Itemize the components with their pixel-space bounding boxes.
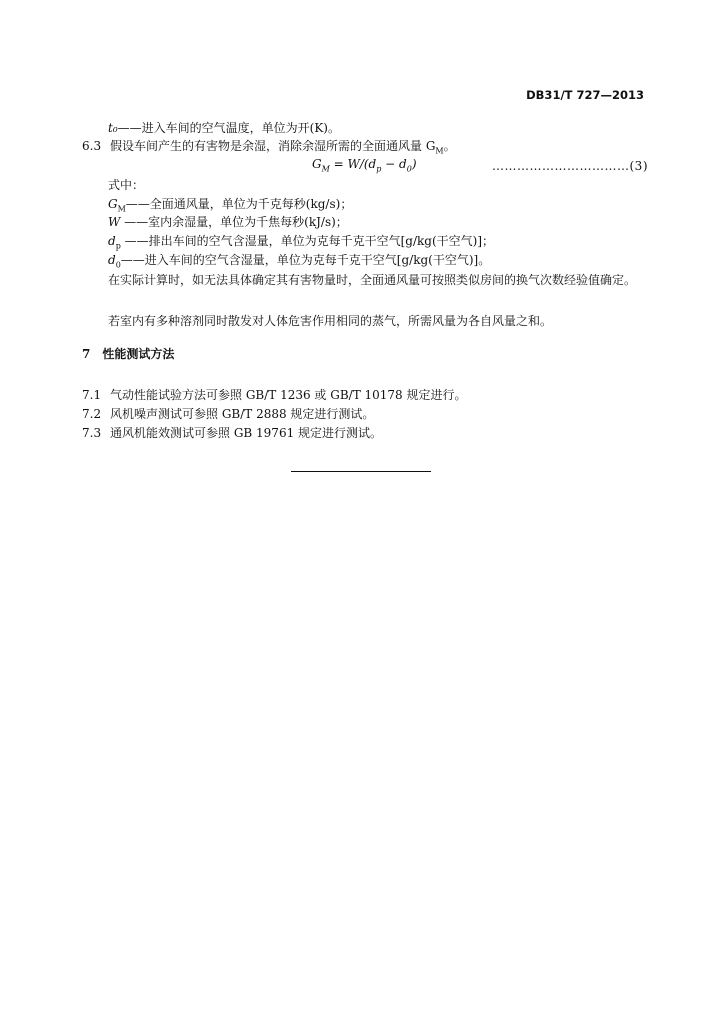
clause-7-3-number: 7.3 [82,426,102,440]
def-gm [108,197,352,216]
def-d0 [108,253,490,272]
def-d0-symbol: d [108,253,116,267]
section-7-heading: 7 性能测试方法 [82,347,175,361]
where-label: 式中： [108,178,145,192]
clause-7-1-text: 气动性能试验方法可参照 GB/T 1236 或 GB/T 10178 规定进行。 [110,388,467,402]
clause-6-3-body: 假设车间产生的有害物是余湿，消除余湿所需的全面通风量 G [110,139,436,153]
def-dp-symbol: d [108,234,116,248]
clause-7-3-text: 通风机能效测试可参照 GB 19761 规定进行测试。 [110,426,383,440]
def-dp-text: ——排出车间的空气含湿量，单位为克每千克干空气[g/kg(干空气)]； [120,234,495,248]
def-w-text: ——室内余湿量，单位为千焦每秒(kJ/s)； [120,215,348,229]
def-w-symbol: W [108,215,121,229]
def-d0-text: ——进入车间的空气含湿量，单位为克每千克干空气[g/kg(干空气)]。 [120,253,491,267]
end-rule [291,471,431,472]
formula-minus: − d [381,157,407,171]
def-gm-symbol: G [108,197,118,211]
clause-6-3-text [110,139,456,158]
clause-6-3-end: 。 [443,139,456,153]
clause-6-3-number: 6.3 [82,139,102,153]
clause-7-2-text: 风机噪声测试可参照 GB/T 2888 规定进行测试。 [110,407,375,421]
formula-d0-sub: 0 [406,164,412,174]
formula-close: ) [411,157,417,171]
formula-lhs: G [312,157,322,171]
formula-dp-sub: p [376,164,382,174]
def-w [108,215,348,229]
formula-lhs-sub: M [321,164,330,174]
t0-text: ——进入车间的空气温度，单位为开(K)。 [117,121,340,135]
formula-rhs: = W/(d [329,157,377,171]
def-gm-text: ——全面通风量，单位为千克每秒(kg/s)； [125,197,353,211]
t0-definition [108,121,340,135]
def-gm-sub: M [117,204,126,214]
formula-3 [312,157,417,176]
clause-6-3-sub: M [435,146,444,156]
formula-reference: ……………………………(3) [492,159,648,173]
paragraph-actual-calculation: 在实际计算时，如无法具体确定其有害物量时，全面通风量可按照类似房间的换气次数经验值确定。 [108,273,637,287]
document-code: DB31/T 727—2013 [526,88,644,102]
def-dp-sub: p [115,241,121,251]
clause-7-2-number: 7.2 [82,407,102,421]
clause-7-1-number: 7.1 [82,388,102,402]
def-d0-sub: 0 [115,260,121,270]
def-dp [108,234,494,253]
paragraph-multiple-solvents: 若室内有多种溶剂同时散发对人体危害作用相同的蒸气，所需风量为各自风量之和。 [108,314,553,328]
t0-symbol: t₀ [108,121,118,135]
